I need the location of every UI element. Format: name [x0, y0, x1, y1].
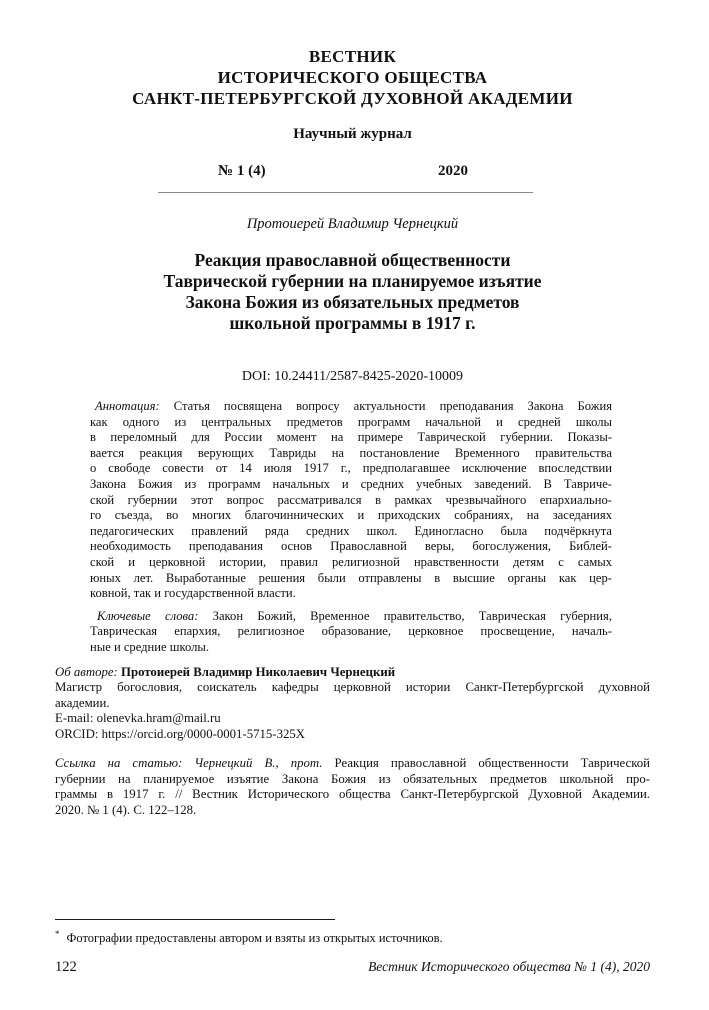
abstract-line: ковной, так и государственной власти. [90, 586, 296, 601]
article-title-line4: школьной программы в 1917 г. [229, 313, 476, 333]
about-author-label: Об авторе: [55, 664, 118, 679]
keywords [90, 609, 612, 656]
citation-line: граммы в 1917 г. // Вестник Исторического общества Санкт-Петербургской Духовной Академии. [55, 787, 650, 801]
journal-title-line3: САНКТ-ПЕТЕРБУРГСКОЙ ДУХОВНОЙ АКАДЕМИИ [132, 89, 573, 108]
abstract-text: Статья посвящена вопросу актуальности преподавания Закона Божия [173, 399, 612, 413]
about-author-heading [55, 665, 650, 681]
abstract-label: Аннотация: [95, 399, 160, 413]
about-author-line: Магистр богословия, соискатель кафедры церковной истории Санкт-Петербургской духовной [55, 680, 650, 694]
article-title [55, 250, 650, 334]
page-number: 122 [55, 959, 77, 975]
abstract-line: как одного из центральных предметов программ начальной и средней школы [90, 414, 612, 429]
header-divider [158, 192, 533, 193]
running-title: Вестник Исторического общества № 1 (4), 2020 [368, 959, 650, 974]
citation-text: Реакция православной общественности Таврической [334, 756, 651, 770]
keywords-line [90, 609, 612, 625]
journal-title [55, 46, 650, 109]
journal-title-line2: ИСТОРИЧЕСКОГО ОБЩЕСТВА [217, 68, 488, 87]
page-content [0, 46, 709, 818]
journal-subtitle: Научный журнал [293, 126, 412, 142]
abstract-line: в переломный для России момент на примере Таврической губернии. Показы- [90, 430, 612, 445]
footnote-divider [55, 919, 335, 920]
doi: DOI: 10.24411/2587-8425-2020-10009 [241, 369, 464, 384]
citation-line [55, 756, 650, 772]
article-title-line3: Закона Божия из обязательных предметов [185, 292, 520, 312]
journal-title-line1: ВЕСТНИК [308, 47, 397, 66]
keywords-line: Таврическая епархия, религиозное образование, церковное просвещение, началь- [90, 624, 612, 639]
author-email: E-mail: olenevka.hram@mail.ru [55, 711, 221, 725]
abstract-line: о свободе совести от 14 июля 1917 г., предполагавшее исключение впоследствии [90, 461, 612, 476]
citation [55, 756, 650, 818]
abstract-line: ской и церковной истории, правил религиозной нравственности детям с самых [90, 554, 612, 569]
about-author [55, 665, 650, 743]
citation-line: 2020. № 1 (4). С. 122–128. [55, 802, 197, 817]
issue-year: 2020 [438, 163, 468, 179]
about-author-name: Протоиерей Владимир Николаевич Чернецкий [121, 664, 396, 679]
abstract-line: юных лет. Выработанные решения были отправлены в высшие органы как цер- [90, 570, 612, 585]
abstract-line: ской губернии этот вопрос рассматривался в рамках чрезвычайного епархиально- [90, 492, 612, 507]
keywords-label: Ключевые слова: [97, 608, 199, 623]
abstract-line: необходимость преподавания основ Православной веры, богослужения, Библей- [90, 539, 612, 554]
abstract-line: Закона Божия из программ начальных и средних учебных заведений. В Тавриче- [90, 476, 612, 491]
article-author: Протоиерей Владимир Чернецкий [246, 216, 459, 232]
footnote [55, 926, 650, 946]
issue-number: № 1 (4) [218, 163, 266, 179]
abstract-line: вается реакция верующих Тавриды на постановление Временного правительства [90, 445, 612, 460]
author-orcid: ORCID: https://orcid.org/0000-0001-5715-325X [55, 726, 306, 741]
abstract [90, 399, 612, 602]
abstract-line: го съезда, во многих благочиннических и приходских собраниях, на заседаниях [90, 508, 612, 523]
issue-year-row [55, 164, 650, 179]
keywords-line: ные и средние школы. [90, 639, 209, 654]
article-title-line1: Реакция православной общественности [194, 250, 511, 270]
footnote-marker: * [55, 929, 60, 939]
citation-line: губернии на планируемое изъятие Закона Божия из обязательных предметов школьной про- [55, 771, 650, 786]
footnote-text: Фотографии предоставлены автором и взяты из открытых источников. [66, 931, 443, 946]
abstract-line: педагогических правлений ряда средних школ. Единогласно была подчёркнута [90, 523, 612, 538]
article-title-line2: Таврической губернии на планируемое изъятие [163, 271, 542, 291]
citation-authors: Чернецкий В., прот. [194, 756, 323, 770]
keywords-text: Закон Божий, Временное правительство, Таврическая губерния, [212, 608, 612, 623]
page-footer [55, 959, 650, 976]
abstract-line [90, 399, 612, 415]
about-author-line: академии. [55, 695, 110, 710]
citation-label: Ссылка на статью: [55, 756, 183, 770]
